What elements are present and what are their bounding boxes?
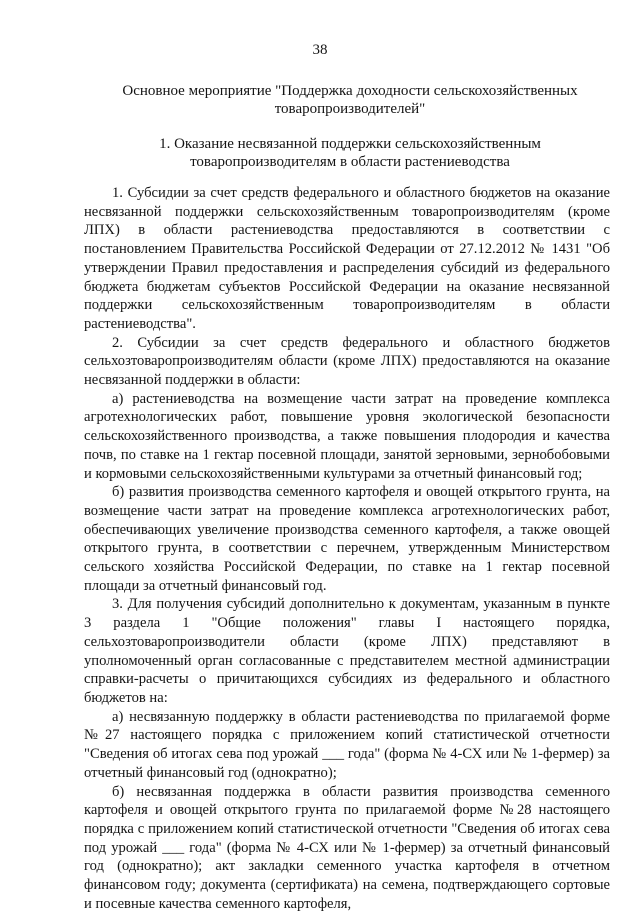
paragraph-2b: б) развития производства семенного картофеля и овощей открытого грунта, на возмещение части затрат на проведение комплекса агротехнологических работ, обеспечивающих увеличение производства семенного картофеля, а также овощей открытого грунта, в соответствии с перечнем, утвержденным Министерством сельского хозяйства Российской Федерации, по ставке на 1 гектар посевной площади за отчетный финансовый год. (84, 483, 610, 595)
paragraph-3: 3. Для получения субсидий дополнительно к документам, указанным в пункте 3 раздела 1 "Общие положения" главы I настоящего порядка, сельхозтоваропроизводители области (кроме ЛПХ) представляют в уполномоченный орган согласованные с представителем местной администрации справки-расчеты о причитающихся субсидиях из федерального и областного бюджетов на: (84, 595, 610, 707)
section-heading (100, 135, 600, 171)
paragraph-1: 1. Субсидии за счет средств федерального и областного бюджетов на оказание несвязанной поддержки сельскохозяйственным товаропроизводителям (кроме ЛПХ) в области растениеводства предоставляются в соответствии с постановлением Правительства Российской Федерации от 27.12.2012 № 1431 "Об утверждении Правил предоставления и распределения субсидий из федерального бюджета бюджетам субъектов Российской Федерации на оказание несвязанной поддержки сельскохозяйственным товаропроизводителям в области растениеводства". (84, 184, 610, 334)
section-heading-line1: 1. Оказание несвязанной поддержки сельскохозяйственным (100, 135, 600, 153)
document-body (84, 184, 610, 913)
page-number: 38 (0, 42, 640, 59)
main-activity-title-line2: товаропроизводителей" (100, 100, 600, 118)
paragraph-2: 2. Субсидии за счет средств федерального и областного бюджетов сельхозтоваропроизводителям области (кроме ЛПХ) предоставляются на оказание несвязанной поддержки в области: (84, 334, 610, 390)
paragraph-3b: б) несвязанная поддержка в области развития производства семенного картофеля и овощей открытого грунта по прилагаемой форме №28 настоящего порядка с приложением копий статистической отчетности "Сведения об итогах сева под урожай ___ года" (форма № 4-СХ или № 1-фермер) за отчетный финансовый год (однократно); акт закладки семенного участка картофеля в отчетном финансовом году; документа (сертификата) на семена, подтверждающего сортовые и посевные качества семенного картофеля, (84, 783, 610, 913)
paragraph-2a: а) растениеводства на возмещение части затрат на проведение комплекса агротехнологических работ, повышение уровня экологической безопасности сельскохозяйственного производства, а также повышения плодородия и качества почв, по ставке на 1 гектар посевной площади, занятой зерновыми, зернобобовыми и кормовыми сельскохозяйственными культурами за отчетный финансовый год; (84, 390, 610, 484)
paragraph-3a: а) несвязанную поддержку в области растениеводства по прилагаемой форме №27 настоящего порядка с приложением копий статистической отчетности "Сведения об итогах сева под урожай ___ года" (форма № 4-СХ или № 1-фермер) за отчетный финансовый год (однократно); (84, 708, 610, 783)
section-heading-line2: товаропроизводителям в области растениеводства (100, 153, 600, 171)
main-activity-title (100, 82, 600, 118)
main-activity-title-line1: Основное мероприятие "Поддержка доходности сельскохозяйственных (100, 82, 600, 100)
